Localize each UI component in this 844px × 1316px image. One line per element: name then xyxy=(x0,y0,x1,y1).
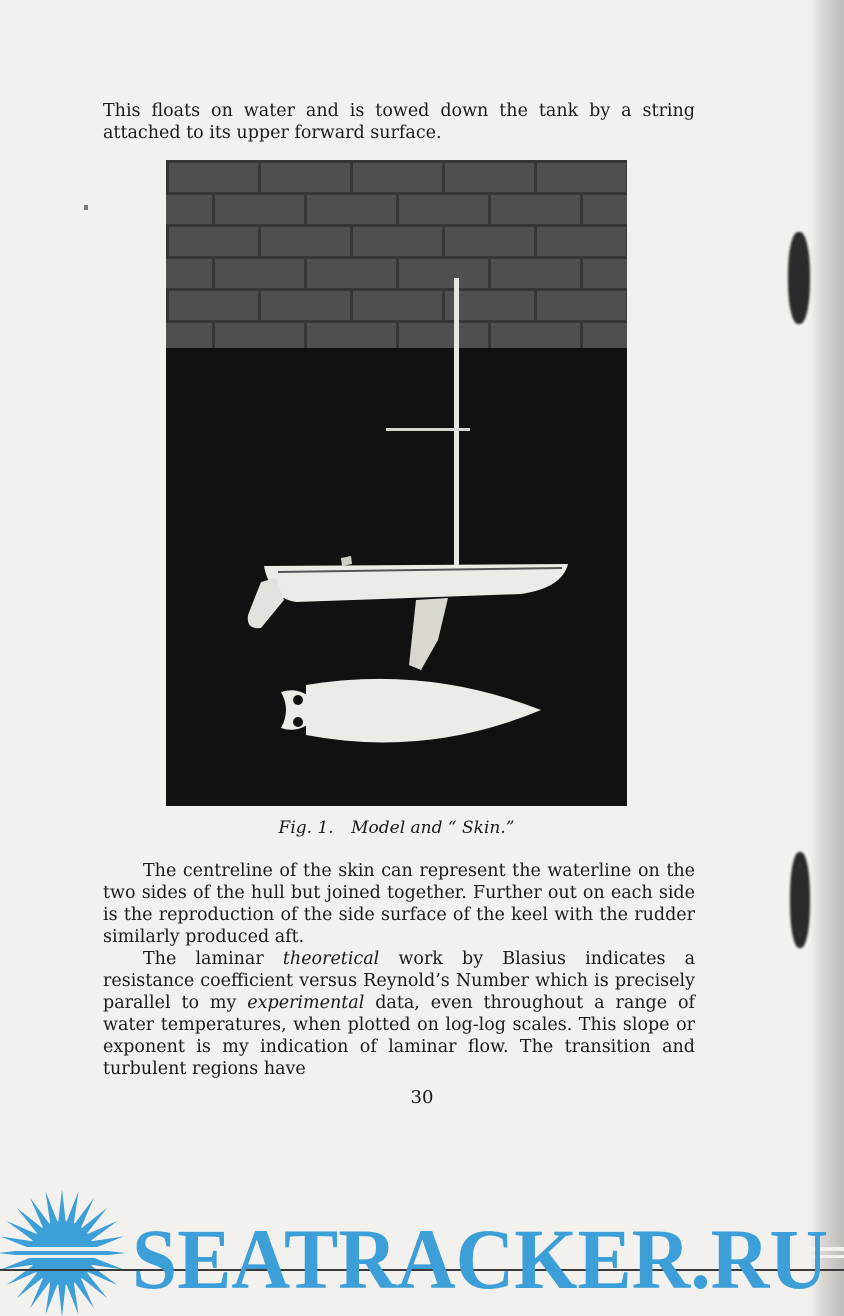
paragraph-text: The laminar xyxy=(143,949,283,969)
figure-caption-number: Fig. 1. xyxy=(278,818,334,838)
watermark-text: SEATRACKER.RU xyxy=(132,1211,828,1307)
emphasized-text: experimental xyxy=(247,993,365,1013)
scan-speck xyxy=(84,205,88,210)
yacht-boom xyxy=(386,428,470,431)
watermark-graphic xyxy=(0,1185,844,1316)
page-number: 30 xyxy=(410,1087,434,1108)
figure-photo-model-and-skin xyxy=(166,160,627,806)
figure-caption-title: Model and “ Skin.” xyxy=(351,818,515,838)
intro-paragraph: This floats on water and is towed down the tank by a string attached to its upper forward surface. xyxy=(103,101,695,143)
yacht-mast xyxy=(454,278,459,568)
body-paragraph xyxy=(103,948,695,1080)
page-edge-shadow xyxy=(810,0,844,1316)
model-yacht-photo xyxy=(166,160,627,806)
paragraph-text: The centreline of the skin can represent the waterline on the two sides of the hull but joined together. Further out on each side is the reproduction of the side surface of the keel with the rudder similarly produced aft. xyxy=(103,861,695,947)
emphasized-text: theoretical xyxy=(282,949,380,969)
paragraph-text: work by Blasius indicates a resistance coefficient versus Reynold’s Number which is precisely parallel to my xyxy=(103,949,696,1013)
watermark-logo xyxy=(0,1185,844,1316)
figure-caption xyxy=(166,818,627,838)
page-damage-mark xyxy=(788,232,810,324)
sunburst-icon xyxy=(0,1189,126,1316)
page-damage-mark xyxy=(790,852,810,948)
body-paragraph xyxy=(103,860,695,948)
paragraph-text: data, even throughout a range of water temperatures, when plotted on log-log scales. This slope or exponent is my indication of laminar flow. The transition and turbulent regions have xyxy=(103,993,695,1079)
